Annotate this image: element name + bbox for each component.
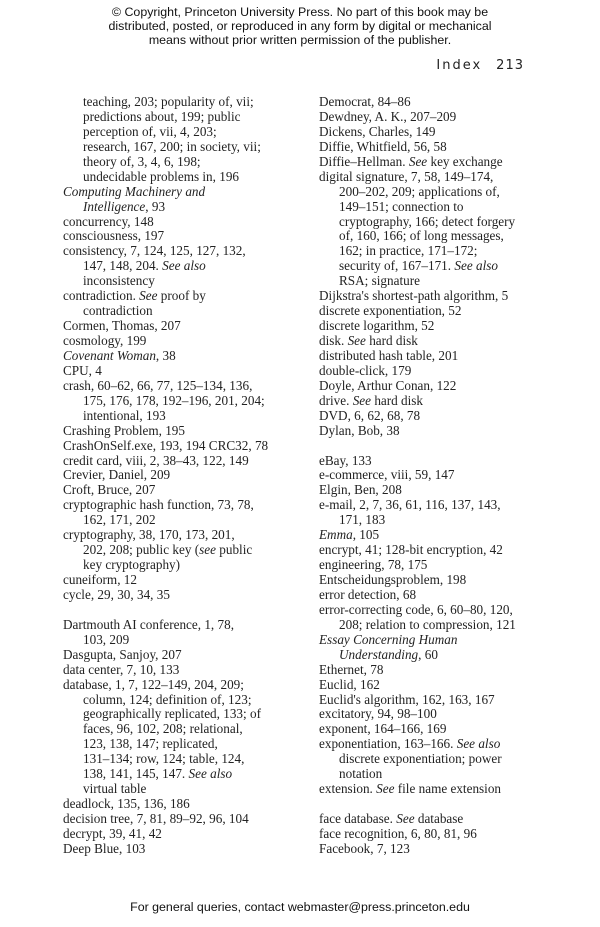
entry-text: , 93 <box>145 198 166 214</box>
index-entry-subline <box>319 767 559 782</box>
index-entry-heading <box>63 618 303 633</box>
index-entry-subline <box>319 244 559 259</box>
entry-text: credit card, viii, 2, 38–43, 122, 149 <box>63 452 249 468</box>
index-entry-heading <box>319 110 559 125</box>
index-entry-heading <box>319 737 559 752</box>
index-entry-subline <box>63 693 303 708</box>
index-entry <box>319 334 559 349</box>
index-entry-heading <box>319 95 559 110</box>
entry-text: Facebook, 7, 123 <box>319 840 410 856</box>
entry-text: error-correcting code, 6, 60–80, 120, <box>319 601 513 617</box>
index-entry <box>319 663 559 678</box>
index-entry-heading <box>319 424 559 439</box>
entry-text: 138, 141, 145, 147. <box>83 766 189 782</box>
index-entry <box>63 334 303 349</box>
italic-text: See also <box>162 258 206 274</box>
entry-text: 131–134; row, 124; table, 124, <box>83 751 245 767</box>
index-entry <box>319 737 559 782</box>
index-entry-subline <box>63 782 303 797</box>
index-entry-heading <box>319 543 559 558</box>
index-entry-heading <box>319 498 559 513</box>
index-entry-subline <box>63 558 303 573</box>
index-entry <box>319 603 559 633</box>
index-entry-heading <box>63 319 303 334</box>
index-entry <box>63 185 303 215</box>
index-entry <box>63 648 303 663</box>
index-entry <box>63 364 303 379</box>
index-entry-subline <box>63 767 303 782</box>
entry-text: drive. <box>319 392 353 408</box>
italic-text: See <box>139 288 158 304</box>
index-entry-heading <box>319 827 559 842</box>
entry-text: e-commerce, viii, 59, 147 <box>319 467 455 483</box>
letter-group-spacer <box>63 603 303 618</box>
index-entry-heading <box>319 155 559 170</box>
index-entry-subline <box>63 409 303 424</box>
entry-text: cryptographic hash function, 73, 78, <box>63 497 254 513</box>
index-entry-heading <box>319 334 559 349</box>
index-entry-heading <box>319 125 559 140</box>
index-entry-heading <box>319 693 559 708</box>
index-entry-subline <box>63 170 303 185</box>
index-entry-heading <box>319 722 559 737</box>
entry-text: 149–151; connection to <box>339 198 464 214</box>
entry-text: discrete logarithm, 52 <box>319 318 435 334</box>
entry-text: 200–202, 209; applications of, <box>339 183 500 199</box>
index-entry <box>319 827 559 842</box>
entry-text: 202, 208; public key ( <box>83 542 200 558</box>
entry-text: disk. <box>319 333 348 348</box>
entry-text: of, 160, 166; of long messages, <box>339 228 504 244</box>
entry-text: e-mail, 2, 7, 36, 61, 116, 137, 143, <box>319 497 501 513</box>
index-entry <box>319 782 559 797</box>
entry-text: discrete exponentiation; power <box>339 751 502 767</box>
index-entry-heading <box>319 782 559 797</box>
entry-text: Ethernet, 78 <box>319 661 384 677</box>
index-entry <box>319 349 559 364</box>
index-entry <box>319 842 559 857</box>
index-entry <box>63 215 303 230</box>
entry-text: CPU, 4 <box>63 362 102 378</box>
index-entry-subline <box>63 737 303 752</box>
index-entry <box>63 229 303 244</box>
index-entry-subline <box>63 274 303 289</box>
entry-text: Cormen, Thomas, 207 <box>63 318 181 334</box>
entry-text: database, 1, 7, 122–149, 204, 209; <box>63 676 244 692</box>
entry-text: Dijkstra's shortest-path algorithm, 5 <box>319 288 509 304</box>
index-entry <box>63 319 303 334</box>
index-entry <box>63 812 303 827</box>
index-entry-heading <box>63 498 303 513</box>
index-entry <box>63 528 303 573</box>
index-entry <box>63 588 303 603</box>
index-entry-subline <box>319 229 559 244</box>
index-entry-heading <box>63 648 303 663</box>
index-entry <box>319 394 559 409</box>
index-entry-heading <box>63 573 303 588</box>
entry-text: , 105 <box>352 527 380 543</box>
index-entry-heading <box>319 663 559 678</box>
index-entry-subline <box>63 722 303 737</box>
copyright-line: © Copyright, Princeton University Press. No part of this book may be <box>111 5 489 19</box>
entry-text: contradiction. <box>63 288 140 304</box>
index-entry <box>63 95 303 185</box>
entry-text: data center, 7, 10, 133 <box>63 661 180 677</box>
index-entry-heading <box>319 573 559 588</box>
italic-text: Emma <box>319 527 353 543</box>
entry-text: distributed hash table, 201 <box>319 347 459 363</box>
index-entry-subline <box>319 618 559 633</box>
entry-text: decrypt, 39, 41, 42 <box>63 825 162 841</box>
running-head-title: Index <box>436 58 483 73</box>
index-entry <box>319 678 559 693</box>
index-entry-heading <box>319 140 559 155</box>
index-entry-subline <box>319 185 559 200</box>
index-column-left <box>63 95 303 857</box>
index-entry <box>319 170 559 290</box>
entry-text: key cryptography) <box>83 557 181 573</box>
index-entry-subline <box>319 752 559 767</box>
entry-text: 175, 176, 178, 192–196, 201, 204; <box>83 392 265 408</box>
index-entry <box>319 543 559 558</box>
entry-text: consistency, 7, 124, 125, 127, 132, <box>63 243 246 259</box>
index-entry-heading <box>319 379 559 394</box>
page-number: 213 <box>496 58 524 73</box>
index-entry <box>319 409 559 424</box>
index-entry-heading <box>319 364 559 379</box>
index-entry-heading <box>63 483 303 498</box>
entry-text: 171, 183 <box>339 512 386 528</box>
index-entry-heading <box>319 678 559 693</box>
italic-text: See also <box>454 258 498 274</box>
index-entry <box>319 379 559 394</box>
index-entry-heading <box>63 528 303 543</box>
index-entry-heading <box>319 558 559 573</box>
index-entry-subline <box>63 304 303 319</box>
entry-text: excitatory, 94, 98–100 <box>319 706 437 722</box>
index-entry-subline <box>63 394 303 409</box>
index-entry <box>63 454 303 469</box>
index-entry-heading <box>319 588 559 603</box>
entry-text: proof by <box>157 288 206 304</box>
entry-text: crash, 60–62, 66, 77, 125–134, 136, <box>63 377 253 393</box>
italic-text: See <box>352 392 372 408</box>
index-entry-heading <box>63 379 303 394</box>
entry-text: theory of, 3, 4, 6, 198; <box>83 153 201 169</box>
index-entry <box>319 364 559 379</box>
index-entry <box>63 483 303 498</box>
italic-text: Intelligence <box>83 198 146 214</box>
italic-text: See <box>396 811 415 826</box>
entry-text: CrashOnSelf.exe, 193, 194 CRC32, 78 <box>63 437 269 453</box>
italic-text: Essay Concerning Human <box>319 631 458 647</box>
index-entry-heading <box>63 364 303 379</box>
index-entry-heading <box>319 170 559 185</box>
entry-text: cryptography, 38, 170, 173, 201, <box>63 527 235 543</box>
entry-text: eBay, 133 <box>319 452 372 468</box>
index-entry-heading <box>63 797 303 812</box>
entry-text: Diffie, Whitfield, 56, 58 <box>319 138 447 154</box>
entry-text: faces, 96, 102, 208; relational, <box>83 721 243 737</box>
index-entry-heading <box>319 319 559 334</box>
entry-text: security of, 167–171. <box>339 258 455 274</box>
letter-group-spacer <box>319 797 559 812</box>
entry-text: predictions about, 199; public <box>83 108 241 124</box>
index-entry <box>319 95 559 110</box>
index-entry-subline <box>319 200 559 215</box>
index-entry <box>319 528 559 543</box>
index-entry <box>63 663 303 678</box>
entry-text: error detection, 68 <box>319 586 417 602</box>
entry-text: Euclid's algorithm, 162, 163, 167 <box>319 691 495 707</box>
index-entry-heading <box>63 334 303 349</box>
index-entry <box>319 588 559 603</box>
italic-text: See also <box>456 736 501 752</box>
entry-text: decision tree, 7, 81, 89–92, 96, 104 <box>63 811 249 826</box>
entry-text: notation <box>339 766 383 782</box>
italic-text: Computing Machinery and <box>63 183 206 199</box>
footer-contact: For general queries, contact webmaster@press.princeton.edu <box>130 900 470 914</box>
letter-group-spacer <box>319 439 559 454</box>
index-entry-subline <box>63 633 303 648</box>
entry-text: Dewdney, A. K., 207–209 <box>319 108 457 124</box>
entry-text: , 38 <box>155 347 176 363</box>
index-entry <box>63 289 303 319</box>
index-entry-heading <box>63 588 303 603</box>
index-entry <box>63 424 303 439</box>
index-entry <box>63 573 303 588</box>
index-entry-subline <box>319 259 559 274</box>
entry-text: key exchange <box>427 153 503 169</box>
entry-text: cycle, 29, 30, 34, 35 <box>63 586 170 602</box>
index-entry <box>319 693 559 708</box>
italic-text: See also <box>188 766 233 782</box>
italic-text: See <box>408 153 428 169</box>
entry-text: concurrency, 148 <box>63 213 154 229</box>
entry-text: 208; relation to compression, 121 <box>339 616 516 632</box>
index-entry-heading <box>319 289 559 304</box>
index-column-right <box>319 95 559 857</box>
index-entry-subline <box>63 140 303 155</box>
entry-text: Doyle, Arthur Conan, 122 <box>319 377 457 393</box>
entry-text: Dickens, Charles, 149 <box>319 123 436 139</box>
entry-text: Diffie–Hellman. <box>319 153 409 169</box>
entry-text: perception of, vii, 4, 203; <box>83 123 217 139</box>
index-entry <box>63 618 303 648</box>
entry-text: extension. <box>319 781 377 797</box>
index-entry <box>319 707 559 722</box>
entry-text: 123, 138, 147; replicated, <box>83 736 218 752</box>
index-entry <box>63 379 303 424</box>
index-entry-heading <box>63 678 303 693</box>
entry-text: double-click, 179 <box>319 362 412 378</box>
index-entry <box>319 289 559 304</box>
entry-text: database <box>414 811 464 826</box>
index-entry-heading <box>63 349 303 364</box>
index-entry-heading <box>319 454 559 469</box>
entry-text: teaching, 203; popularity of, vii; <box>83 94 254 109</box>
index-entry-heading <box>63 812 303 827</box>
index-entry <box>63 797 303 812</box>
index-entry <box>63 349 303 364</box>
index-entry-heading <box>319 304 559 319</box>
italic-text: Covenant Woman <box>63 347 156 363</box>
entry-text: public <box>215 542 253 558</box>
entry-text: , 60 <box>418 646 438 662</box>
entry-text: Crevier, Daniel, 209 <box>63 467 171 483</box>
entry-text: column, 124; definition of, 123; <box>83 691 252 707</box>
index-entry-heading <box>319 409 559 424</box>
index-entry-heading <box>63 842 303 857</box>
index-entry <box>63 244 303 289</box>
index-entry <box>319 125 559 140</box>
index-entry <box>319 573 559 588</box>
index-entry-heading <box>319 707 559 722</box>
index-entry-heading <box>319 603 559 618</box>
entry-text: Euclid, 162 <box>319 676 380 692</box>
index-entry <box>63 678 303 798</box>
entry-text: intentional, 193 <box>83 407 166 423</box>
entry-text: Deep Blue, 103 <box>63 840 146 856</box>
entry-text: contradiction <box>83 303 153 319</box>
index-entry-heading <box>319 468 559 483</box>
entry-text: face recognition, 6, 80, 81, 96 <box>319 825 477 841</box>
entry-text: 162; in practice, 171–172; <box>339 243 478 259</box>
index-entry-subline <box>319 215 559 230</box>
index-entry-heading <box>319 349 559 364</box>
entry-text: Dartmouth AI conference, 1, 78, <box>63 616 235 632</box>
entry-text: exponent, 164–166, 169 <box>319 721 447 737</box>
index-entry-heading <box>319 842 559 857</box>
index-entry-heading <box>63 244 303 259</box>
entry-text: RSA; signature <box>339 273 420 289</box>
entry-text: exponentiation, 163–166. <box>319 736 457 752</box>
index-entry-heading <box>63 827 303 842</box>
entry-text: Crashing Problem, 195 <box>63 422 185 438</box>
entry-text: 103, 209 <box>83 631 130 647</box>
entry-text: undecidable problems in, 196 <box>83 168 240 184</box>
index-entry-subline <box>319 513 559 528</box>
entry-text: encrypt, 41; 128-bit encryption, 42 <box>319 542 503 558</box>
entry-text: face database. <box>319 811 397 826</box>
entry-text: deadlock, 135, 136, 186 <box>63 796 190 812</box>
index-entry-subline <box>63 513 303 528</box>
entry-text: Dylan, Bob, 38 <box>319 422 400 438</box>
entry-text: 147, 148, 204. <box>83 258 163 274</box>
index-entry-subline <box>319 274 559 289</box>
italic-text: see <box>199 542 216 558</box>
italic-text: See <box>347 333 366 348</box>
entry-text: research, 167, 200; in society, vii; <box>83 138 261 154</box>
index-entry-heading <box>319 483 559 498</box>
index-entry-subline <box>63 707 303 722</box>
index-entry <box>319 558 559 573</box>
entry-text: Elgin, Ben, 208 <box>319 482 402 498</box>
index-entry-heading <box>63 424 303 439</box>
index-entry-subline <box>63 752 303 767</box>
index-entry-heading <box>63 663 303 678</box>
index-entry <box>319 498 559 528</box>
index-entry <box>319 304 559 319</box>
index-entry-subline <box>63 95 303 110</box>
index-entry-heading <box>63 454 303 469</box>
index-entry <box>63 498 303 528</box>
index-entry-heading <box>63 439 303 454</box>
index-entry-heading <box>63 468 303 483</box>
entry-text: 162, 171, 202 <box>83 512 156 528</box>
index-entry-subline <box>63 200 303 215</box>
index-entry <box>63 827 303 842</box>
index-entry <box>319 319 559 334</box>
index-entry <box>319 812 559 827</box>
entry-text: hard disk <box>371 392 424 408</box>
copyright-line: means without prior written permission of the publisher. <box>148 33 452 48</box>
index-entry <box>319 633 559 663</box>
index-entry <box>319 424 559 439</box>
index-entry <box>319 140 559 155</box>
index-entry-heading <box>319 812 559 827</box>
index-entry-subline <box>319 648 559 663</box>
italic-text: See <box>376 781 395 797</box>
entry-text: DVD, 6, 62, 68, 78 <box>319 407 421 423</box>
entry-text: Dasgupta, Sanjoy, 207 <box>63 646 182 662</box>
index-entry-heading <box>63 229 303 244</box>
index-entry <box>319 454 559 469</box>
index-entry <box>319 722 559 737</box>
running-head <box>436 58 524 73</box>
entry-text: Democrat, 84–86 <box>319 94 411 109</box>
index-entry-subline <box>63 155 303 170</box>
index-entry <box>319 483 559 498</box>
index-entry <box>63 468 303 483</box>
entry-text: inconsistency <box>83 273 155 289</box>
entry-text: geographically replicated, 133; of <box>83 706 261 722</box>
index-entry-heading <box>63 185 303 200</box>
entry-text: Croft, Bruce, 207 <box>63 482 156 498</box>
index-entry-subline <box>63 259 303 274</box>
index-entry <box>319 110 559 125</box>
index-entry-subline <box>63 543 303 558</box>
index-entry <box>63 439 303 454</box>
entry-text: file name extension <box>394 781 502 797</box>
entry-text: hard disk <box>365 333 418 348</box>
entry-text: virtual table <box>83 781 147 797</box>
index-entry <box>319 468 559 483</box>
index-entry-subline <box>63 125 303 140</box>
entry-text: Entscheidungsproblem, 198 <box>319 572 467 587</box>
copyright-line: distributed, posted, or reproduced in any form by digital or mechanical <box>108 19 492 34</box>
index-entry-heading <box>63 289 303 304</box>
entry-text: consciousness, 197 <box>63 228 165 244</box>
entry-text: cosmology, 199 <box>63 333 147 348</box>
entry-text: cryptography, 166; detect forgery <box>339 213 516 229</box>
entry-text: digital signature, 7, 58, 149–174, <box>319 168 494 184</box>
copyright-notice <box>0 5 600 48</box>
index-entry <box>63 842 303 857</box>
italic-text: Understanding <box>339 646 419 662</box>
index-entry-heading <box>319 633 559 648</box>
index-entry <box>319 155 559 170</box>
entry-text: cuneiform, 12 <box>63 572 137 587</box>
index-entry-heading <box>319 528 559 543</box>
index-entry-heading <box>63 215 303 230</box>
entry-text: engineering, 78, 175 <box>319 557 428 573</box>
index-entry-heading <box>319 394 559 409</box>
index-entry-subline <box>63 110 303 125</box>
entry-text: discrete exponentiation, 52 <box>319 303 462 319</box>
